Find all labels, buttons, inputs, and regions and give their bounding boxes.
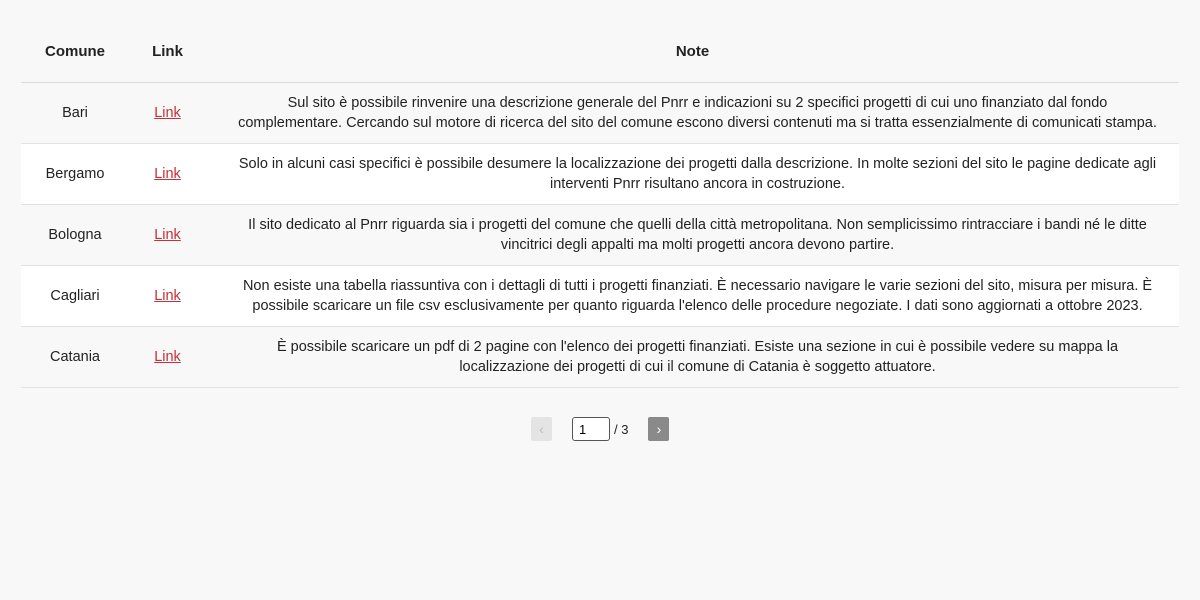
cell-comune: Catania: [21, 327, 129, 388]
table-row: [21, 205, 1179, 266]
header-row: [21, 20, 1179, 83]
chevron-right-icon: ›: [656, 421, 662, 437]
cell-link: [129, 266, 206, 327]
column-header-link[interactable]: Link: [129, 20, 206, 83]
cell-comune: Bergamo: [21, 144, 129, 205]
column-header-comune[interactable]: Comune: [21, 20, 129, 83]
municipalities-table: [21, 20, 1179, 388]
cell-note: Il sito dedicato al Pnrr riguarda sia i progetti del comune che quelli della città metropolitana. Non semplicissimo rintracciare i bandi né le ditte vincitrici degli appalti ma molti progetti ancora devono partire.: [206, 205, 1179, 266]
previous-page-button[interactable]: [531, 417, 552, 441]
row-link[interactable]: Link: [154, 349, 181, 365]
cell-note: Sul sito è possibile rinvenire una descrizione generale del Pnrr e indicazioni su 2 specifici progetti di cui uno finanziato dal fondo complementare. Cercando sul motore di ricerca del sito del comune escono diversi contenuti ma si tratta essenzialmente di comunicati stampa.: [206, 83, 1179, 144]
total-pages-label: / 3: [614, 421, 629, 437]
cell-comune: Bologna: [21, 205, 129, 266]
table-row: [21, 144, 1179, 205]
table-body: [21, 83, 1179, 388]
row-link[interactable]: Link: [154, 105, 181, 121]
row-link[interactable]: Link: [154, 227, 181, 243]
data-table-container: [21, 20, 1179, 388]
table-row: [21, 83, 1179, 144]
cell-comune: Cagliari: [21, 266, 129, 327]
cell-link: [129, 83, 206, 144]
cell-link: [129, 205, 206, 266]
column-header-note[interactable]: Note: [206, 20, 1179, 83]
table-row: [21, 266, 1179, 327]
row-link[interactable]: Link: [154, 288, 181, 304]
cell-note: È possibile scaricare un pdf di 2 pagine con l'elenco dei progetti finanziati. Esiste una sezione in cui è possibile vedere su mappa la localizzazione dei progetti di cui il comune di Catania è soggetto attuatore.: [206, 327, 1179, 388]
pagination: [531, 417, 669, 441]
page-number-input[interactable]: [572, 417, 610, 441]
cell-link: [129, 144, 206, 205]
next-page-button[interactable]: [648, 417, 669, 441]
cell-link: [129, 327, 206, 388]
cell-note: Solo in alcuni casi specifici è possibile desumere la localizzazione dei progetti dalla descrizione. In molte sezioni del sito le pagine dedicate agli interventi Pnrr risultano ancora in costruzione.: [206, 144, 1179, 205]
cell-comune: Bari: [21, 83, 129, 144]
row-link[interactable]: Link: [154, 166, 181, 182]
chevron-left-icon: ‹: [539, 421, 544, 437]
cell-note: Non esiste una tabella riassuntiva con i dettagli di tutti i progetti finanziati. È necessario navigare le varie sezioni del sito, misura per misura. È possibile scaricare un file csv esclusivamente per quanto riguarda l'elenco delle procedure negoziate. I dati sono aggiornati a ottobre 2023.: [206, 266, 1179, 327]
table-header: [21, 20, 1179, 83]
table-row: [21, 327, 1179, 388]
